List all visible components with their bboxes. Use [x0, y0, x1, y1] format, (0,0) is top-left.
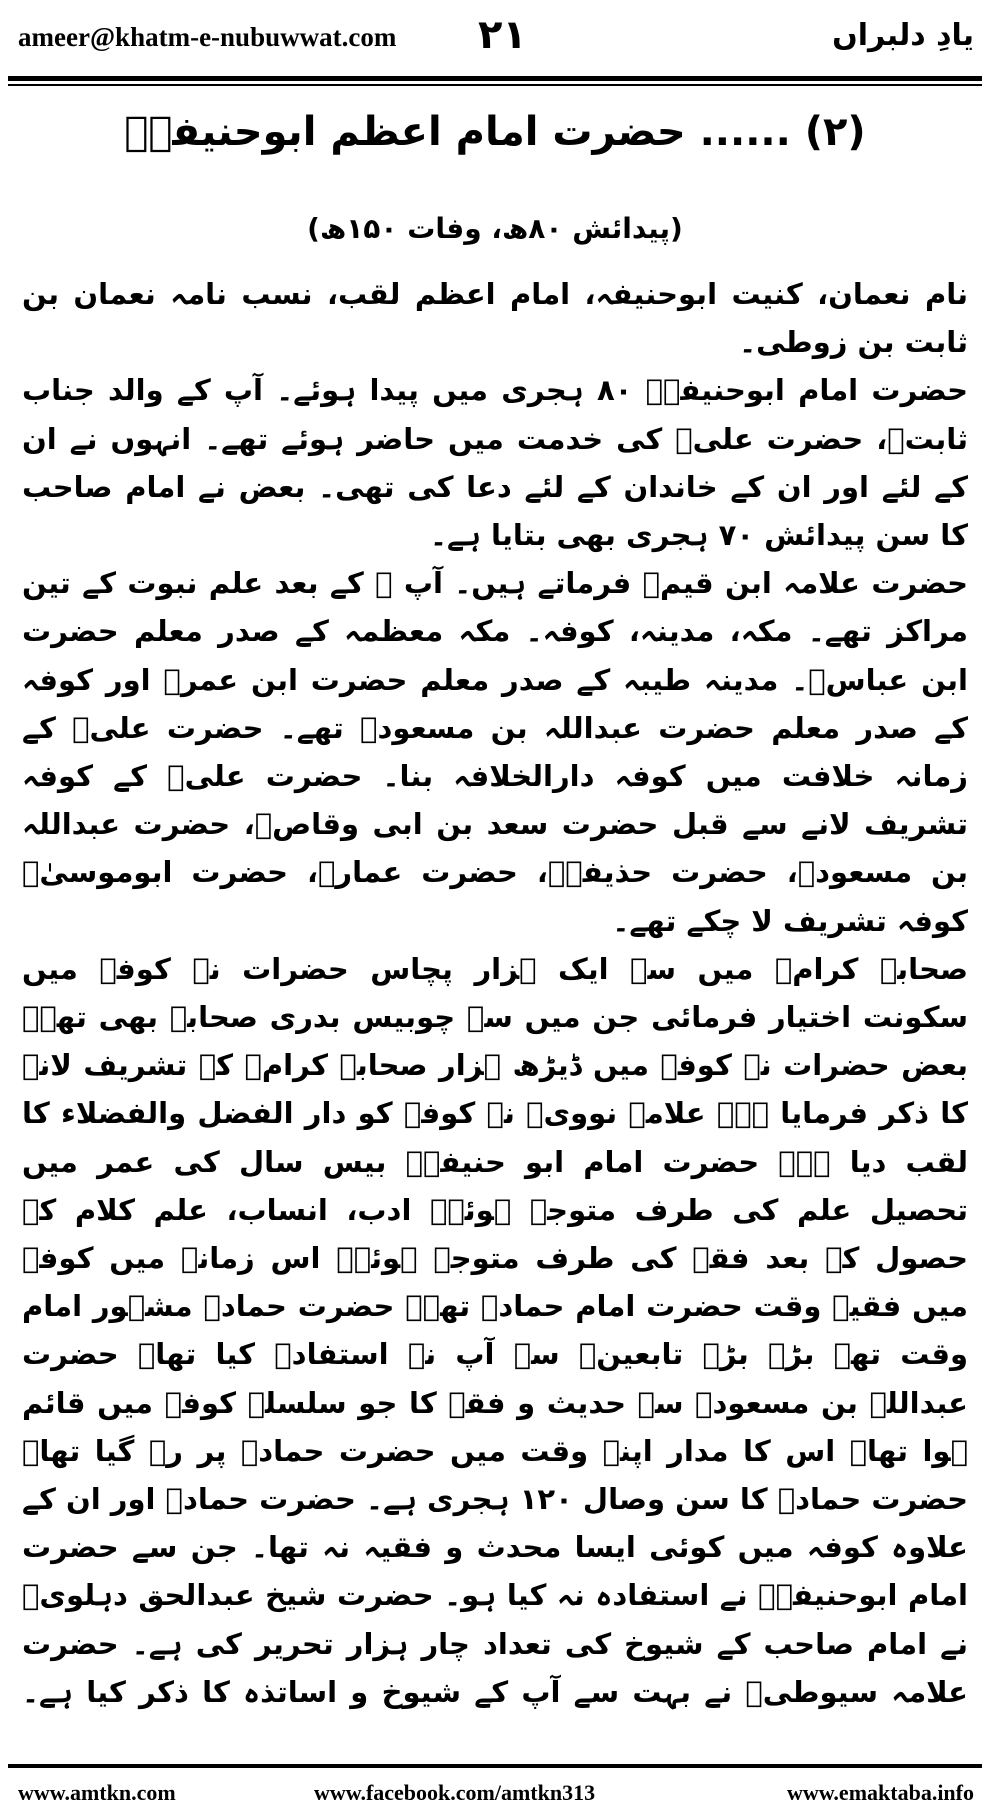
footer-rule: [8, 1764, 982, 1768]
header-rule-thin: [8, 84, 982, 86]
paragraph: حضرت علامہ ابن قیمؒ فرماتے ہیں۔ آپ ﷺ کے بعد علم نبوت کے تین مراکز تھے۔ مکہ، مدینہ، کوفہ۔ مکہ معظمہ کے صدر معلم حضرت ابن عباسؓ۔ مدینہ طیبہ کے صدر معلم حضرت ابن عمرؓ اور کوفہ کے صدر معلم حضرت عبداللہ بن مسعودؓ تھے۔ حضرت علیؓ کے زمانہ خلافت میں کوفہ دارالخلافہ بنا۔ حضرت علیؓ کے کوفہ تشریف لانے سے قبل حضرت سعد بن ابی وقاصؓ، حضرت عبداللہ بن مسعودؓ، حضرت حذیفہؓ، حضرت عمارؓ، حضرت ابوموسیٰؓ کوفہ تشریف لا چکے تھے۔: [22, 566, 968, 938]
header-rule: [8, 76, 982, 81]
book-title: یادِ دلبراں: [832, 18, 974, 53]
header-email: ameer@khatm-e-nubuwwat.com: [18, 22, 397, 52]
paragraph: نام نعمان، کنیت ابوحنیفہ، امام اعظم لقب، نسب نامہ نعمان بن ثابت بن زوطی۔: [22, 277, 968, 360]
paragraph: حضرت امام ابوحنیفہؒ ۸۰ ہجری میں پیدا ہوئے۔ آپ کے والد جناب ثابتؒ، حضرت علیؓ کی خدمت میں حاضر ہوئے تھے۔ انہوں نے ان کے لئے اور ان کے خاندان کے لئے دعا کی تھی۔ بعض نے امام صاحب کا سن پیدائش ۷۰ ہجری بھی بتایا ہے۔: [22, 373, 968, 553]
footer-link-facebook[interactable]: www.facebook.com/amtkn313: [314, 1780, 596, 1805]
footer-link-emaktaba[interactable]: www.emaktaba.info: [786, 1780, 974, 1805]
body-text: [22, 270, 968, 1720]
page-number: ۲۱: [478, 12, 527, 58]
page-header: [0, 0, 990, 82]
chapter-subtitle: (پیدائش ۸۰ھ، وفات ۱۵۰ھ): [307, 212, 683, 245]
paragraph: صحابہ کرامؓ میں سے ایک ہزار پچاس حضرات نے کوفہ میں سکونت اختیار فرمائی جن میں سے چوبیس بدری صحابہ بھی تھے۔ بعض حضرات نے کوفہ میں ڈیڑھ ہزار صحابہ کرامؓ کے تشریف لانے کا ذکر فرمایا ہے۔ علامہ نوویؒ نے کوفہ کو دار الفضل والفضلاء کا لقب دیا ہے۔ حضرت امام ابو حنیفہؒ بیس سال کی عمر میں تحصیل علم کی طرف متوجہ ہوئے۔ ادب، انساب، علم کلام کے حصول کے بعد فقہ کی طرف متوجہ ہوئے۔ اس زمانہ میں کوفہ میں فقیہ وقت حضرت امام حمادؒ تھے۔ حضرت حمادؒ مشہور امام وقت تھے بڑے بڑے تابعینؒ سے آپ نے استفادہ کیا تھا۔ حضرت عبداللہ بن مسعودؓ سے حدیث و فقہ کا جو سلسلہ کوفہ میں قائم ہوا تھا۔ اس کا مدار اپنے وقت میں حضرت حمادؒ پر رہ گیا تھا۔ حضرت حمادؒ کا سن وصال ۱۲۰ ہجری ہے۔ حضرت حمادؒ اور ان کے علاوہ کوفہ میں کوئی ایسا محدث و فقیہ نہ تھا۔ جن سے حضرت امام ابوحنیفہؒ نے استفادہ نہ کیا ہو۔ حضرت شیخ عبدالحق دہلویؒ نے امام صاحب کے شیوخ کی تعداد چار ہزار تحریر کی ہے۔ حضرت علامہ سیوطیؒ نے بہت سے آپ کے شیوخ و اساتذہ کا ذکر کیا ہے۔: [22, 951, 968, 1709]
page-footer: [0, 1770, 990, 1815]
chapter-title: (۲) ...... حضرت امام اعظم ابوحنیفہؒ: [124, 109, 866, 155]
footer-link-amtkn[interactable]: www.amtkn.com: [18, 1780, 176, 1805]
